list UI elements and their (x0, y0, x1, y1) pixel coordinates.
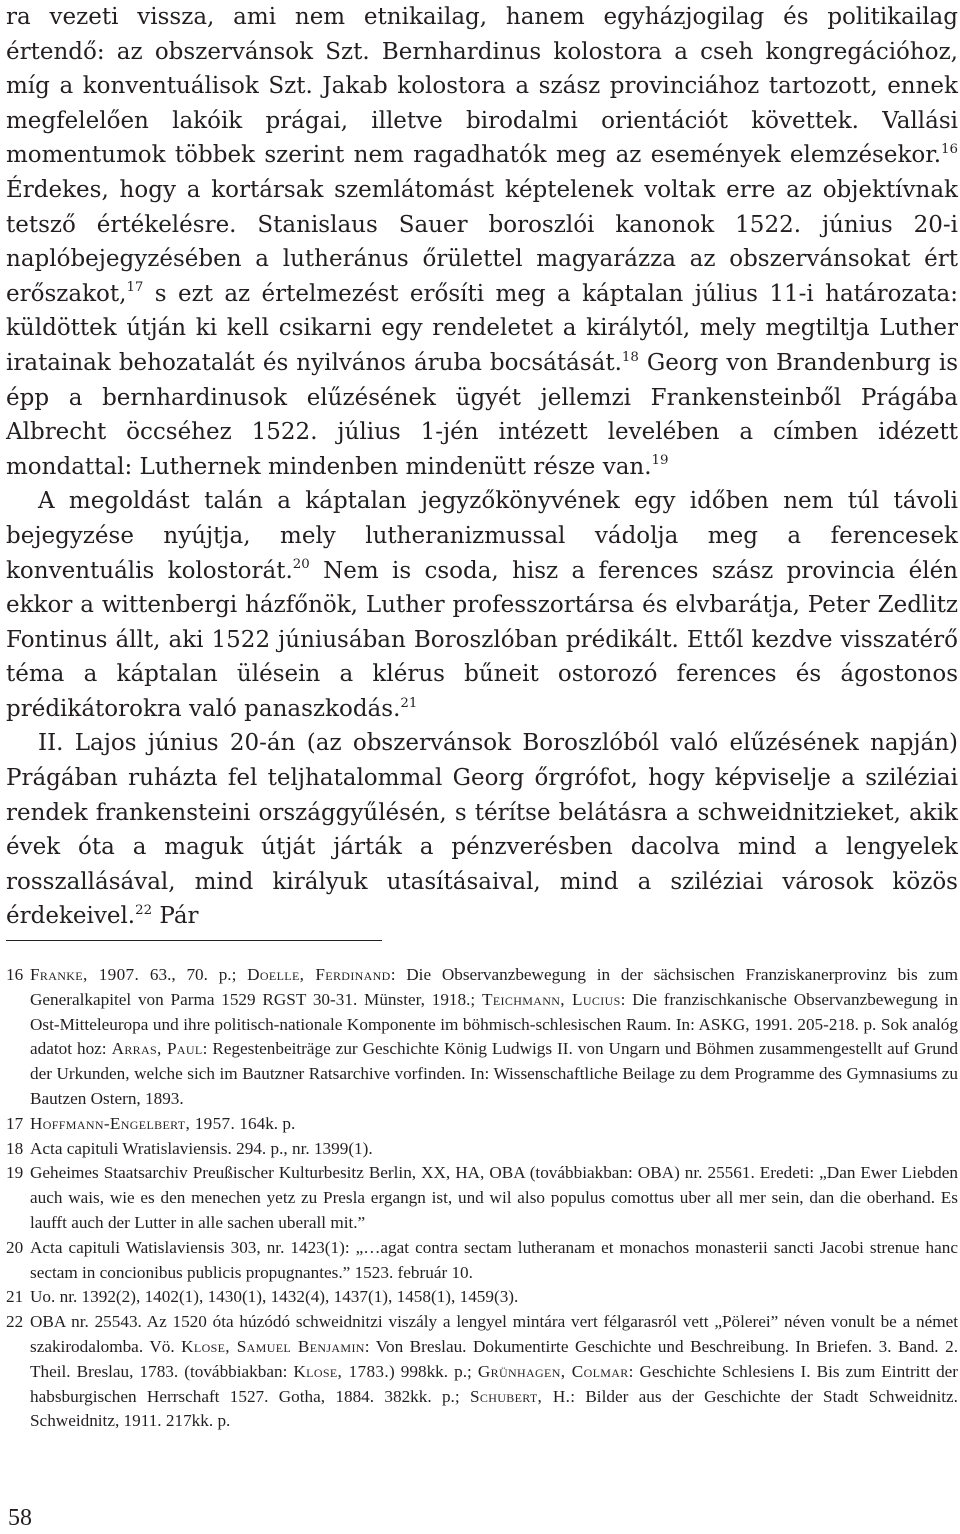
text-run: 63., 70. p.; (139, 965, 248, 984)
author-name: Franke, 1907. (30, 965, 140, 984)
text-run: ) 998kk. p.; (389, 1361, 478, 1381)
footnote-number: 22 (6, 1312, 24, 1332)
footnote-text (30, 1137, 958, 1162)
author-name: Arras, Paul (111, 1039, 203, 1059)
footnote-reference: 22 (135, 903, 153, 919)
footnote-text (30, 1161, 958, 1235)
paragraph (6, 726, 958, 934)
footnote (6, 963, 958, 1112)
text-run: II. Lajos június 20-án (az obszervánsok Boroszlóból való elűzésének napján) Prágában ruházta fel teljhatalommal Georg őrgrófot, hogy képviselje a sziléziai rendek frankensteini országgyűlésén, s térítse belátásra a schweidnitzieket, akik évek óta a maguk útját járták a pénzverésben dacolva mind a lengyelek rosszallásával, mind királyuk utasításaival, mind a sziléziai városok közös érdekeivel. (6, 730, 958, 930)
footnote-reference: 16 (941, 142, 958, 158)
author-name: Grünhagen, Colmar (477, 1361, 629, 1381)
footnote-text (30, 1285, 958, 1310)
text-run: Georg von Brandenburg is épp a bernhardinusok elűzésének ügyét jellemzi Frankensteinből Prágába Albrecht öccséhez 1522. július 1-jén intézett levelében a címben idézett mondattal: Luthernek mindenben mindenütt része van. (6, 349, 958, 480)
text-run: Pár (152, 903, 199, 930)
text-run: : Von Breslau. Dokumentirte Geschichte und Beschreibung. In Briefen. 3. Band. 2. Theil. Breslau, 1783. (továbbiakban: (30, 1336, 958, 1381)
author-name: Teichmann, Lucius (481, 989, 621, 1009)
text-run: : Regestenbeiträge zur Geschichte König Ludwigs II. von Ungarn und Böhmen zusammengestellt auf Grund der Urkunden, welche sich im Bautzner Ratsarchive vorfinden. In: Wissenschaftliche Beilage zu dem Programme des Gymnasiums zu Bautzen Ostern, 1893. (30, 1039, 959, 1108)
footnote-number: 21 (6, 1287, 24, 1307)
footnote (6, 1236, 958, 1286)
paragraph (6, 0, 958, 484)
author-name: Klose, Samuel Benjamin (181, 1336, 365, 1356)
footnote (6, 1285, 958, 1310)
document-page (6, 0, 959, 1431)
footnote-text (30, 1112, 958, 1137)
footnote-reference: 20 (292, 557, 310, 573)
text-run: : Die Observanzbewegung in der sächsischen Franziskanerprovinz bis zum Generalkapitel von Parma 1529 RGST 30-31. Münster, 1918.; (30, 965, 958, 1009)
footnote (6, 1112, 958, 1137)
text-run: Uo. nr. 1392(2), 1402(1), 1430(1), 1432(4), 1437(1), 1458(1), 1459(3). (30, 1287, 519, 1307)
text-run: s ezt az értelmezést erősíti meg a káptalan július 11-i határozata: küldöttek útján ki kell csikarni egy rendeletet a királytól, mely megtiltja Luther iratainak behozatalát és nyilvános áruba bocsátását. (6, 280, 958, 376)
footnote-number: 16 (6, 965, 24, 984)
text-run: : Bilder aus der Geschichte der Stadt Schweidnitz. Schweidnitz, 1911. 217kk. p. (30, 1386, 958, 1431)
author-name: Doelle, Ferdinand (247, 965, 391, 984)
footnote-reference: 19 (651, 453, 669, 469)
text-run: Acta capituli Wratislaviensis. 294. p., nr. 1399(1). (30, 1138, 373, 1158)
text-run: A megoldást talán a káptalan jegyzőkönyvének egy időben nem túl távoli bejegyzése nyújtja, mely lutheranizmussal vádolja meg a ferencesek konventuális kolostorát. (6, 488, 958, 584)
footnote-reference: 21 (400, 695, 418, 711)
text-run: Nem is csoda, hisz a ferences szász provincia élén ekkor a wittenbergi házfőnök, Luther professzortársa és elvbarátja, Peter Zedlitz Fontinus állt, aki 1522 júniusában Boroszlóban prédikált. Ettől kezdve visszatérő téma a káptalan ülésein a klérus bűneit ostorozó ferences és ágostonos prédikátorokra való panaszkodás. (6, 557, 958, 722)
footnote-separator (6, 940, 382, 941)
paragraph (6, 484, 958, 726)
text-run: Geheimes Staatsarchiv Preußischer Kulturbesitz Berlin, XX, HA, OBA (továbbiakban: OBA) nr. 25561. Eredeti: „Dan Ewer Liebden auch wais, wie es den menechen yetz zu Presla ergangn ist, und wil also populus comottus uber all mer sein, dan die oberhand. Es laufft auch der Lutter in alle sachen uberall mit.” (30, 1163, 958, 1232)
footnote-number: 19 (6, 1163, 24, 1183)
footnotes (6, 963, 958, 1434)
text-run: 164k. p. (235, 1113, 296, 1133)
text-run: Érdekes, hogy a kortársak szemlátomást képtelenek voltak erre az objektívnak tetsző értékelésre. Stanislaus Sauer boroszlói kanonok 1522. június 20-i naplóbejegyzésében a lutheránus őrülettel magyarázza az obszervánsokat ért erőszakot, (6, 176, 958, 307)
page-number: 58 (8, 1505, 32, 1531)
author-name: Klose, 1783. (293, 1361, 390, 1381)
footnote (6, 1310, 958, 1434)
text-run: : Geschichte Schlesiens I. Bis zum Eintritt der habsburgischen Herrschaft 1527. Gotha, 1884. 382kk. p.; (30, 1361, 959, 1406)
author-name: Schubert, H. (469, 1386, 571, 1406)
text-run: OBA nr. 25543. Az 1520 óta húzódó schweidnitzi viszály a lengyel mintára vert félgarasról vett „Pölerei” néven vonult be a német szakirodalomba. Vö. (30, 1312, 958, 1356)
author-name: Hoffmann-Engelbert, 1957. (30, 1113, 236, 1133)
footnote-number: 20 (6, 1237, 24, 1257)
text-run: ra vezeti vissza, ami nem etnikailag, hanem egyházjogilag és politikailag értendő: az obszervánsok Szt. Bernhardinus kolostora a cseh kongregációhoz, míg a konventuálisok Szt. Jakab kolostora a szász provinciához tartozott, ennek megfelelően lakóik prágai, illetve birodalmi orientációt követtek. Vallási momentumok többek szerint nem ragadhatók meg az események elemzésekor. (6, 4, 958, 169)
footnote-text (30, 963, 958, 1112)
text-run: : Die franzischkanische Observanzbewegung in Ost-Mitteleuropa und ihre politisch-nationale Komponente im böhmisch-schlesischen Raum. In: ASKG, 1991. 205-218. p. Sok analóg adatot hoz: (30, 989, 959, 1059)
text-run: Acta capituli Watislaviensis 303, nr. 1423(1): „…agat contra sectam lutheranam et monachos monasterii sancti Jacobi strenue hanc sectam in concionibus publicis propugnantes.” 1523. február 10. (30, 1237, 958, 1282)
footnote-reference: 17 (126, 280, 144, 296)
footnote (6, 1137, 958, 1162)
footnote-reference: 18 (621, 349, 639, 365)
footnote-text (30, 1236, 958, 1286)
footnote (6, 1161, 958, 1235)
footnote-number: 18 (6, 1138, 24, 1158)
footnote-number: 17 (6, 1113, 24, 1133)
footnote-text (30, 1310, 958, 1434)
body-text (6, 0, 958, 934)
